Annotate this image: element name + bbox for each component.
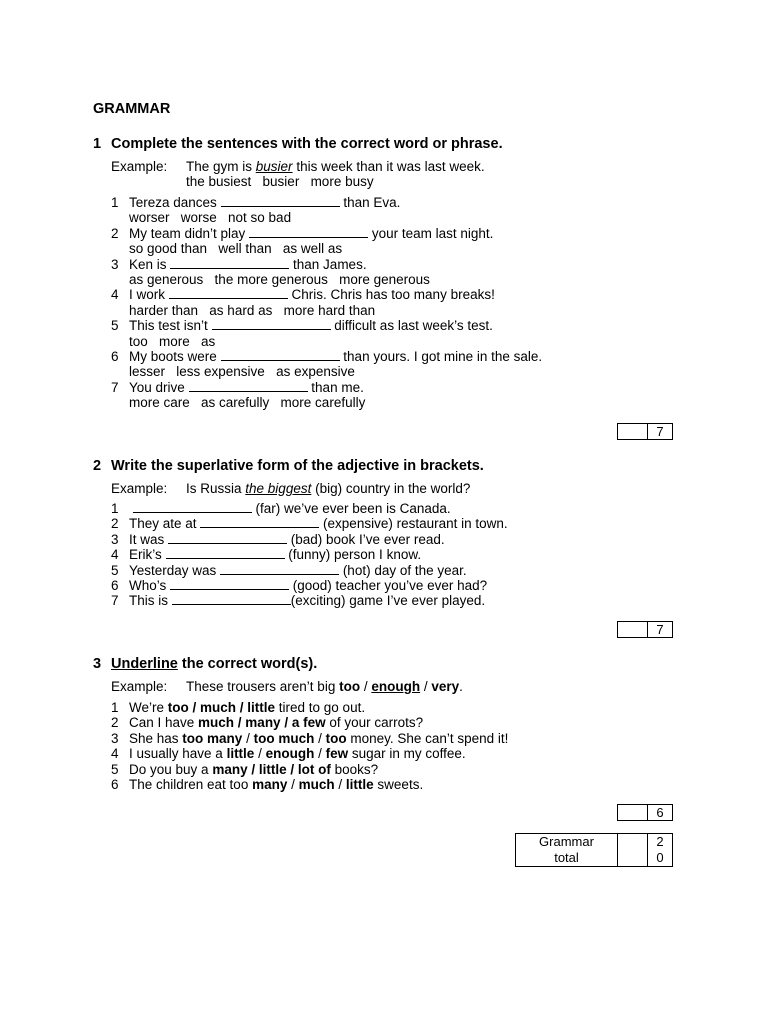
- item-text-pre: My team didn’t play: [129, 225, 250, 241]
- exercise-item: [111, 501, 508, 516]
- item-number: 2: [111, 225, 119, 241]
- grammar-total-label-line-1: Grammar: [539, 834, 594, 849]
- item-text-pre: It was: [129, 531, 169, 547]
- item-text: books?: [330, 761, 379, 777]
- item-text: /: [254, 746, 266, 762]
- item-number: 6: [111, 578, 119, 594]
- exercise-item: [111, 563, 508, 578]
- item-options: too more as: [129, 333, 216, 349]
- example-option-2-underlined: enough: [371, 679, 421, 694]
- answer-blank[interactable]: [249, 226, 368, 238]
- score-entry-cell[interactable]: [618, 622, 648, 637]
- item-text-post: (expensive) restaurant in town.: [319, 516, 508, 532]
- answer-blank[interactable]: [220, 563, 339, 575]
- answer-blank[interactable]: [221, 349, 340, 361]
- item-text-pre: My boots were: [129, 349, 221, 365]
- section-2-title: [93, 458, 484, 474]
- section-3-title: [93, 656, 317, 672]
- choice-options[interactable]: too / much / little: [167, 700, 276, 715]
- item-text-pre: Tereza dances: [129, 195, 221, 210]
- section-1-number: 1: [93, 136, 102, 152]
- exercise-item: [111, 593, 508, 608]
- item-text-post: than yours. I got mine in the sale.: [339, 349, 543, 365]
- example-option-3: very: [431, 679, 460, 694]
- example-label: Example:: [111, 481, 168, 496]
- section-2-example: [111, 481, 470, 496]
- item-text-pre: Erik’s: [129, 547, 166, 563]
- section-2-instruction: Write the superlative form of the adjective in brackets.: [111, 458, 484, 474]
- item-number: 5: [111, 761, 119, 777]
- answer-blank[interactable]: [166, 547, 285, 559]
- example-answer: the biggest: [245, 481, 312, 496]
- exercise-item: [111, 777, 508, 792]
- example-label: Example:: [111, 159, 168, 174]
- example-separator: /: [420, 679, 432, 694]
- section-3-items: [111, 700, 508, 792]
- item-text: She has: [129, 730, 183, 746]
- item-text-post: (funny) person I know.: [284, 547, 422, 563]
- item-sentence: [111, 380, 542, 395]
- example-text-post: .: [459, 679, 463, 694]
- section-1-example: [111, 159, 485, 189]
- score-entry-cell[interactable]: [618, 805, 648, 820]
- item-text-pre: This is: [129, 593, 172, 609]
- exercise-item: [111, 700, 508, 715]
- item-number: 3: [111, 256, 119, 272]
- choice-options[interactable]: too much: [253, 730, 315, 746]
- item-text-pre: I work: [129, 287, 169, 303]
- exercise-item: [111, 257, 542, 288]
- section-2-score: 7: [656, 622, 664, 637]
- item-text: /: [334, 777, 346, 793]
- answer-blank[interactable]: [212, 318, 331, 330]
- answer-blank[interactable]: [172, 593, 291, 605]
- item-number: 7: [111, 379, 119, 395]
- example-option-1: too: [339, 679, 361, 694]
- exercise-item: [111, 578, 508, 593]
- section-3-example: [111, 679, 463, 694]
- choice-options[interactable]: many / little / lot of: [212, 761, 331, 777]
- example-answer: busier: [255, 159, 293, 174]
- answer-blank[interactable]: [200, 516, 319, 528]
- item-number: 2: [111, 715, 119, 731]
- item-number: 7: [111, 593, 119, 609]
- item-options: harder than as hard as more hard than: [129, 302, 376, 318]
- item-text-post: (hot) day of the year.: [339, 562, 467, 578]
- item-sentence: [111, 349, 542, 364]
- item-text: /: [314, 746, 326, 762]
- grammar-total-box: [515, 833, 673, 867]
- example-text-pre: These trousers aren’t big: [186, 679, 340, 694]
- item-text: Can I have: [129, 715, 199, 731]
- choice-options[interactable]: enough: [265, 746, 315, 762]
- choice-options[interactable]: little: [345, 777, 374, 793]
- exercise-item: [111, 746, 508, 761]
- section-3-number: 3: [93, 656, 102, 672]
- item-sentence: [111, 195, 542, 210]
- choice-options[interactable]: much: [298, 777, 335, 793]
- section-1-score-box: [617, 423, 673, 440]
- item-text-post: your team last night.: [368, 225, 494, 241]
- choice-options[interactable]: much / many / a few: [198, 715, 326, 731]
- exercise-item: [111, 349, 542, 380]
- item-text-post: than James.: [289, 256, 367, 272]
- exercise-item: [111, 195, 542, 226]
- grammar-total-label-line-2: total: [554, 849, 579, 865]
- item-number: 4: [111, 547, 119, 563]
- item-sentence: [111, 318, 542, 333]
- section-2-number: 2: [93, 458, 102, 474]
- item-text: We’re: [129, 700, 168, 715]
- section-2-score-box: [617, 621, 673, 638]
- item-text-post: difficult as last week’s test.: [330, 318, 493, 334]
- exercise-item: [111, 287, 542, 318]
- item-text-post: Chris. Chris has too many breaks!: [287, 287, 495, 303]
- exercise-item: [111, 380, 542, 411]
- item-options: lesser less expensive as expensive: [129, 364, 355, 380]
- item-sentence: [111, 226, 542, 241]
- item-text-post: than me.: [307, 379, 364, 395]
- answer-blank[interactable]: [133, 501, 252, 513]
- item-text: Do you buy a: [129, 761, 213, 777]
- item-options: as generous the more generous more generous: [129, 272, 430, 288]
- item-text: sugar in my coffee.: [348, 746, 466, 762]
- item-options: more care as carefully more carefully: [129, 395, 366, 411]
- item-text-pre: You drive: [129, 379, 189, 395]
- item-number: 3: [111, 730, 119, 746]
- item-number: 5: [111, 562, 119, 578]
- grammar-total-value: 20: [656, 834, 664, 865]
- item-text-post: than Eva.: [339, 195, 401, 210]
- page-heading: GRAMMAR: [93, 101, 171, 117]
- section-1-items: [111, 195, 542, 411]
- item-text: sweets.: [373, 777, 424, 793]
- choice-options[interactable]: too: [325, 730, 347, 746]
- answer-blank[interactable]: [170, 578, 289, 590]
- item-number: 6: [111, 777, 119, 793]
- answer-blank[interactable]: [221, 195, 340, 207]
- item-options: worser worse not so bad: [129, 210, 292, 226]
- example-text-post: this week than it was last week.: [292, 159, 485, 174]
- item-number: 1: [111, 501, 119, 516]
- item-text-pre: They ate at: [129, 516, 201, 532]
- item-number: 4: [111, 746, 119, 762]
- example-options: the busiest busier more busy: [186, 174, 374, 189]
- section-2-items: [111, 501, 508, 609]
- section-3-score-box: [617, 804, 673, 821]
- item-text: /: [242, 730, 254, 746]
- grammar-total-label: [516, 834, 618, 866]
- section-1-score: 7: [656, 424, 664, 439]
- item-text: I usually have a: [129, 746, 227, 762]
- item-text-pre: Who’s: [129, 578, 171, 594]
- item-text: tired to go out.: [275, 700, 366, 715]
- example-text-post: (big) country in the world?: [311, 481, 471, 496]
- item-text: /: [287, 777, 299, 793]
- exercise-item: [111, 532, 508, 547]
- item-options: so good than well than as well as: [129, 241, 343, 257]
- choice-options[interactable]: few: [325, 746, 349, 762]
- item-number: 1: [111, 195, 119, 210]
- item-number: 6: [111, 349, 119, 365]
- answer-blank[interactable]: [168, 532, 287, 544]
- example-text-pre: The gym is: [186, 159, 256, 174]
- item-sentence: [111, 287, 542, 302]
- exercise-item: [111, 762, 508, 777]
- item-text: money. She can’t spend it!: [346, 730, 509, 746]
- exercise-item: [111, 318, 542, 349]
- choice-options[interactable]: many: [252, 777, 288, 793]
- item-text-post: (bad) book I’ve ever read.: [287, 531, 445, 547]
- item-number: 4: [111, 287, 119, 303]
- item-text-post: (far) we’ve ever been is Canada.: [251, 501, 451, 516]
- example-separator: /: [360, 679, 372, 694]
- item-text-pre: This test isn’t: [129, 318, 212, 334]
- section-3-score: 6: [656, 805, 664, 820]
- exercise-item: [111, 731, 508, 746]
- exercise-item: [111, 226, 542, 257]
- choice-options[interactable]: little: [226, 746, 255, 762]
- section-1-instruction: Complete the sentences with the correct word or phrase.: [111, 136, 503, 152]
- section-1-title: [93, 136, 503, 152]
- exercise-item: [111, 715, 508, 730]
- item-text: /: [314, 730, 326, 746]
- section-3-instruction-underlined: Underline: [111, 656, 178, 672]
- answer-blank[interactable]: [170, 257, 289, 269]
- section-3-instruction: the correct word(s).: [177, 656, 318, 672]
- item-sentence: [111, 257, 542, 272]
- answer-blank[interactable]: [189, 380, 308, 392]
- item-text-post: (exciting) game I’ve ever played.: [290, 593, 486, 609]
- item-text-pre: Yesterday was: [129, 562, 221, 578]
- item-text-pre: Ken is: [129, 256, 171, 272]
- choice-options[interactable]: too many: [182, 730, 243, 746]
- example-label: Example:: [111, 679, 168, 694]
- item-text: The children eat too: [129, 777, 253, 793]
- item-number: 2: [111, 516, 119, 532]
- item-number: 1: [111, 700, 119, 715]
- score-entry-cell[interactable]: [618, 424, 648, 439]
- item-text: of your carrots?: [325, 715, 424, 731]
- item-text-post: (good) teacher you’ve ever had?: [289, 578, 488, 594]
- example-text-pre: Is Russia: [186, 481, 246, 496]
- answer-blank[interactable]: [169, 287, 288, 299]
- item-number: 5: [111, 318, 119, 334]
- item-number: 3: [111, 531, 119, 547]
- exercise-item: [111, 516, 508, 531]
- total-entry-cell[interactable]: [618, 834, 648, 866]
- exercise-item: [111, 547, 508, 562]
